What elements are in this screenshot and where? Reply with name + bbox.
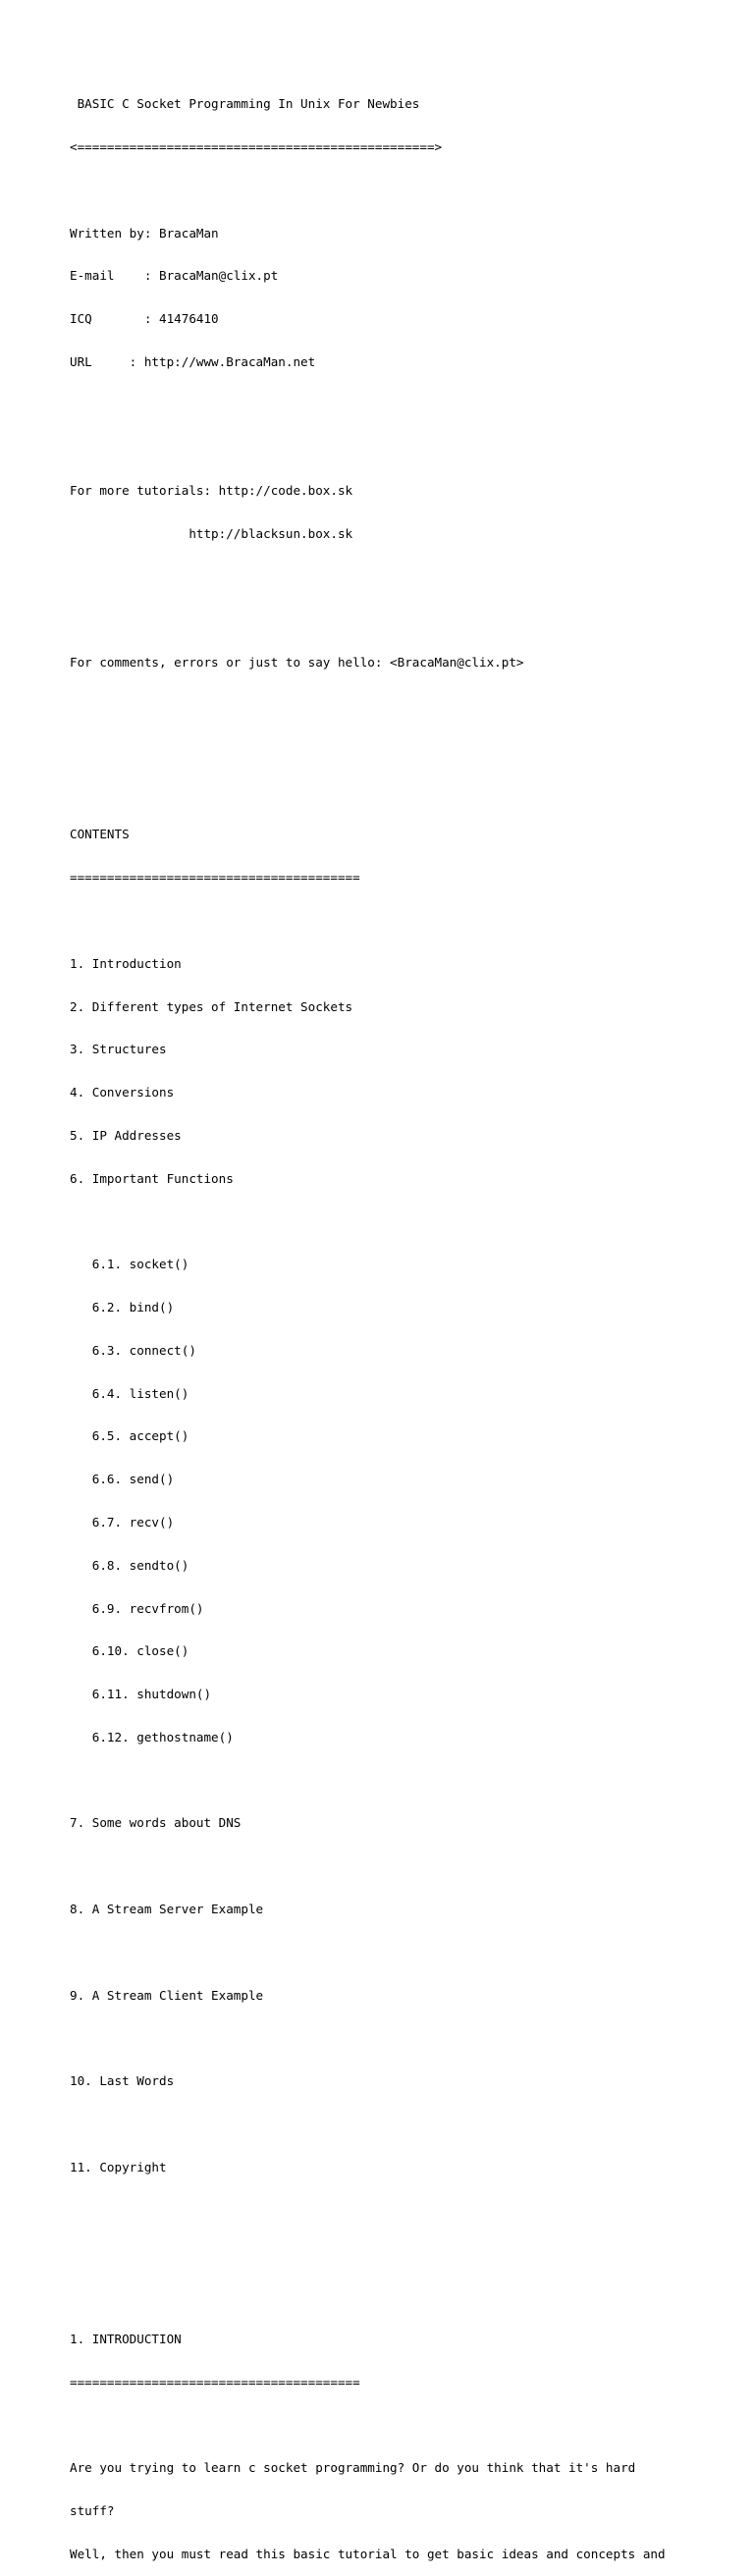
blank-line bbox=[70, 699, 698, 714]
blank-line bbox=[70, 441, 698, 456]
title-underline: <================================================> bbox=[70, 138, 443, 154]
toc-subitem: 6.3. connect() bbox=[70, 1342, 196, 1358]
blank-line bbox=[70, 2289, 698, 2304]
toc-item: 2. Different types of Internet Sockets bbox=[70, 998, 353, 1014]
blank-line bbox=[70, 1946, 698, 1960]
icq-line: ICQ : 41476410 bbox=[70, 311, 219, 327]
toc-subitem: 6.6. send() bbox=[70, 1472, 175, 1487]
document-title: BASIC C Socket Programming In Unix For Newbies bbox=[70, 96, 420, 112]
toc-item: 1. Introduction bbox=[70, 955, 182, 971]
blank-line bbox=[70, 2118, 698, 2132]
toc-subitem: 6.8. sendto() bbox=[70, 1557, 189, 1573]
author-line: Written by: BracaMan bbox=[70, 225, 219, 241]
contents-underline: ======================================= bbox=[70, 870, 360, 886]
blank-line bbox=[70, 914, 698, 929]
blank-line bbox=[70, 184, 698, 198]
toc-subitem: 6.5. accept() bbox=[70, 1428, 189, 1444]
toc-subitem: 6.4. listen() bbox=[70, 1385, 189, 1401]
blank-line bbox=[70, 614, 698, 628]
toc-subitem: 6.9. recvfrom() bbox=[70, 1600, 204, 1616]
blank-line bbox=[70, 570, 698, 585]
toc-subitem: 6.12. gethostname() bbox=[70, 1729, 234, 1744]
blank-line bbox=[70, 1859, 698, 1874]
url-line: URL : http://www.BracaMan.net bbox=[70, 353, 316, 369]
blank-line bbox=[70, 2031, 698, 2046]
blank-line bbox=[70, 785, 698, 800]
toc-subitem: 6.11. shutdown() bbox=[70, 1687, 212, 1702]
contents-heading: CONTENTS bbox=[70, 827, 130, 842]
body-text: Well, then you must read this basic tutorial to get basic ideas and concepts and bbox=[70, 2546, 666, 2561]
tutorials-line: For more tutorials: http://code.box.sk bbox=[70, 483, 353, 499]
toc-item: 7. Some words about DNS bbox=[70, 1815, 242, 1831]
toc-subitem: 6.10. close() bbox=[70, 1643, 189, 1659]
section-heading: 1. INTRODUCTION bbox=[70, 2331, 182, 2346]
toc-item: 9. A Stream Client Example bbox=[70, 1987, 264, 2003]
toc-subitem: 6.7. recv() bbox=[70, 1514, 175, 1530]
comments-line: For comments, errors or just to say hello: <BracaMan@clix.pt> bbox=[70, 655, 524, 671]
toc-item: 4. Conversions bbox=[70, 1085, 175, 1100]
toc-item: 8. A Stream Server Example bbox=[70, 1902, 264, 1916]
blank-line bbox=[70, 399, 698, 413]
blank-line bbox=[70, 1215, 698, 1230]
body-text: stuff? bbox=[70, 2502, 115, 2518]
email-line: E-mail : BracaMan@clix.pt bbox=[70, 268, 279, 284]
document-page bbox=[70, 69, 698, 2576]
toc-item: 10. Last Words bbox=[70, 2073, 175, 2089]
tutorials-line-2: http://blacksun.box.sk bbox=[70, 526, 353, 541]
blank-line bbox=[70, 2203, 698, 2218]
section-underline: ======================================= bbox=[70, 2374, 360, 2389]
toc-item: 6. Important Functions bbox=[70, 1170, 234, 1186]
blank-line bbox=[70, 2246, 698, 2261]
toc-item: 5. IP Addresses bbox=[70, 1127, 182, 1143]
toc-item: 3. Structures bbox=[70, 1042, 167, 1057]
blank-line bbox=[70, 742, 698, 757]
body-text: Are you trying to learn c socket programming? Or do you think that it's hard bbox=[70, 2460, 636, 2476]
toc-item: 11. Copyright bbox=[70, 2159, 167, 2174]
blank-line bbox=[70, 1774, 698, 1789]
toc-subitem: 6.1. socket() bbox=[70, 1257, 189, 1272]
blank-line bbox=[70, 2418, 698, 2433]
toc-subitem: 6.2. bind() bbox=[70, 1300, 175, 1315]
